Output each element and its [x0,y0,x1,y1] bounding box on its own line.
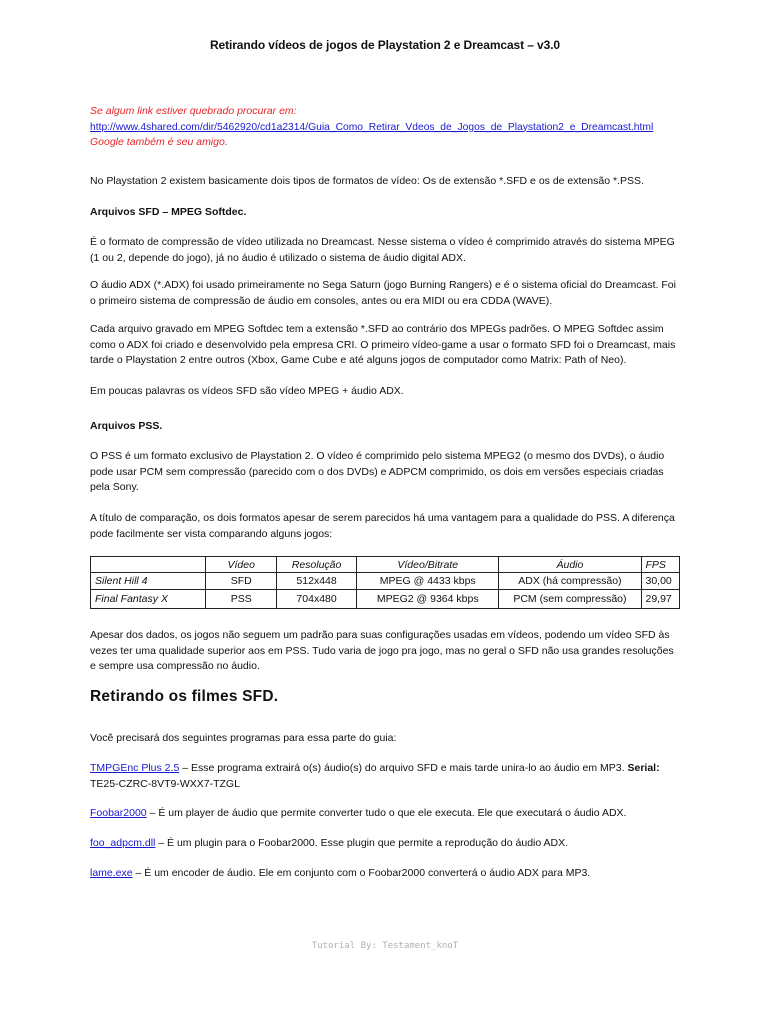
serial-label: Serial: [627,762,660,774]
table-cell: 512x448 [276,573,356,590]
sfd-paragraph-3: Cada arquivo gravado em MPEG Softdec tem a extensão *.SFD ao contrário dos MPEGs padrões. O MPEG Softdec assim como o ADX foi criado e desenvolvido pela empresa CRI. O primeiro vídeo-game a usar o formato SFD foi o Dreamcast, mais tarde o Playstation 2 entre outros (Xbox, Game Cube e até alguns jogos de computador como Matrix: Path of Neo). [90,323,676,366]
table-cell-game: Silent Hill 4 [91,573,206,590]
table-header: FPS [641,557,680,573]
table-cell: 29,97 [641,590,680,609]
programs-intro: Você precisará dos seguintes programas para essa parte do guia: [90,732,397,744]
table-cell: MPEG2 @ 9364 kbps [357,590,499,609]
program-description: – É um encoder de áudio. Ele em conjunto com o Foobar2000 converterá o áudio ADX para MP3. [132,867,591,879]
broken-link-notice [90,104,680,151]
table-cell: MPEG @ 4433 kbps [357,573,499,590]
table-header: Áudio [499,557,641,573]
table-header-row [91,557,680,573]
table-cell: PSS [206,590,277,609]
intro-paragraph: No Playstation 2 existem basicamente dois tipos de formatos de vídeo: Os de extensão *.SFD e os de extensão *.PSS. [90,175,644,187]
program-description: – Esse programa extrairá o(s) áudio(s) do arquivo SFD e mais tarde unira-lo ao áudio em MP3. [179,762,628,774]
table-cell: 704x480 [276,590,356,609]
notice-line: Se algum link estiver quebrado procurar em: [90,105,297,117]
foobar2000-link[interactable]: Foobar2000 [90,807,147,819]
table-header [91,557,206,573]
table-row [91,590,680,609]
comparison-table [90,556,680,609]
table-header: Resolução [276,557,356,573]
table-cell: ADX (há compressão) [499,573,641,590]
program-description: – É um player de áudio que permite converter tudo o que ele executa. Ele que executará o áudio ADX. [146,807,627,819]
pss-paragraph-2: A título de comparação, os dois formatos apesar de serem parecidos há uma vantagem para a qualidade do PSS. A diferença pode facilmente ser vista comparando alguns jogos: [90,512,675,540]
pss-paragraph-1: O PSS é um formato exclusivo de Playstation 2. O vídeo é comprimido pelo sistema MPEG2 (o mesmo dos DVDs), o áudio pode usar PCM sem compressão (parecido com o dos DVDs) e ADPCM comprimido, os dois em versões especiais criadas pela Sony. [90,450,665,493]
guide-url-link[interactable]: http://www.4shared.com/dir/5462920/cd1a2314/Guia_Como_Retirar_Vdeos_de_Jogos_de_Playstation2_e_Dreamcast.html [90,121,654,133]
sfd-paragraph-2: O áudio ADX (*.ADX) foi usado primeiramente no Sega Saturn (jogo Burning Rangers) e é o sistema oficial do Dreamcast. Foi o primeiro sistema de compressão de áudio em consoles, antes ou era MIDI ou era CDDA (WAVE). [90,279,676,307]
tmpgenc-link[interactable]: TMPGEnc Plus 2.5 [90,762,180,774]
program-tmpgenc [90,761,680,792]
table-cell: SFD [206,573,277,590]
table-header: Vídeo/Bitrate [357,557,499,573]
notice-google-line: Google também é seu amigo. [90,136,228,148]
after-table-paragraph: Apesar dos dados, os jogos não seguem um padrão para suas configurações usadas em vídeos, podendo um vídeo SFD às vezes ter uma qualidade superior aos em PSS. Tudo varia de jogo pra jogo, mas no geral o SFD não usa grandes resoluções e sempre usa compressão no áudio. [90,629,674,672]
sfd-paragraph-4: Em poucas palavras os vídeos SFD são vídeo MPEG + áudio ADX. [90,385,404,397]
table-cell: 30,00 [641,573,680,590]
table-cell-game: Final Fantasy X [91,590,206,609]
document-title: Retirando vídeos de jogos de Playstation 2 e Dreamcast – v3.0 [209,38,561,52]
table-cell: PCM (sem compressão) [499,590,641,609]
sfd-heading: Arquivos SFD – MPEG Softdec. [90,206,247,218]
serial-value: TE25-CZRC-8VT9-WXX7-TZGL [90,777,240,790]
program-foobar [90,806,680,822]
foo-adpcm-link[interactable]: foo_adpcm.dll [90,837,156,849]
section-heading: Retirando os filmes SFD. [90,688,279,705]
table-row [91,573,680,590]
table-header: Vídeo [206,557,277,573]
footer-credit: Tutorial By: Testament_knoT [311,941,459,951]
program-lame [90,866,680,882]
lame-exe-link[interactable]: lame.exe [90,867,133,879]
pss-heading: Arquivos PSS. [90,420,163,432]
program-description: – É um plugin para o Foobar2000. Esse plugin que permite a reprodução do áudio ADX. [155,837,569,849]
sfd-paragraph-1: É o formato de compressão de vídeo utilizada no Dreamcast. Nesse sistema o vídeo é comprimido através do sistema MPEG (1 ou 2, depende do jogo), já no áudio é utilizado o sistema de áudio digital ADX. [90,236,675,264]
program-foo-adpcm [90,836,680,852]
